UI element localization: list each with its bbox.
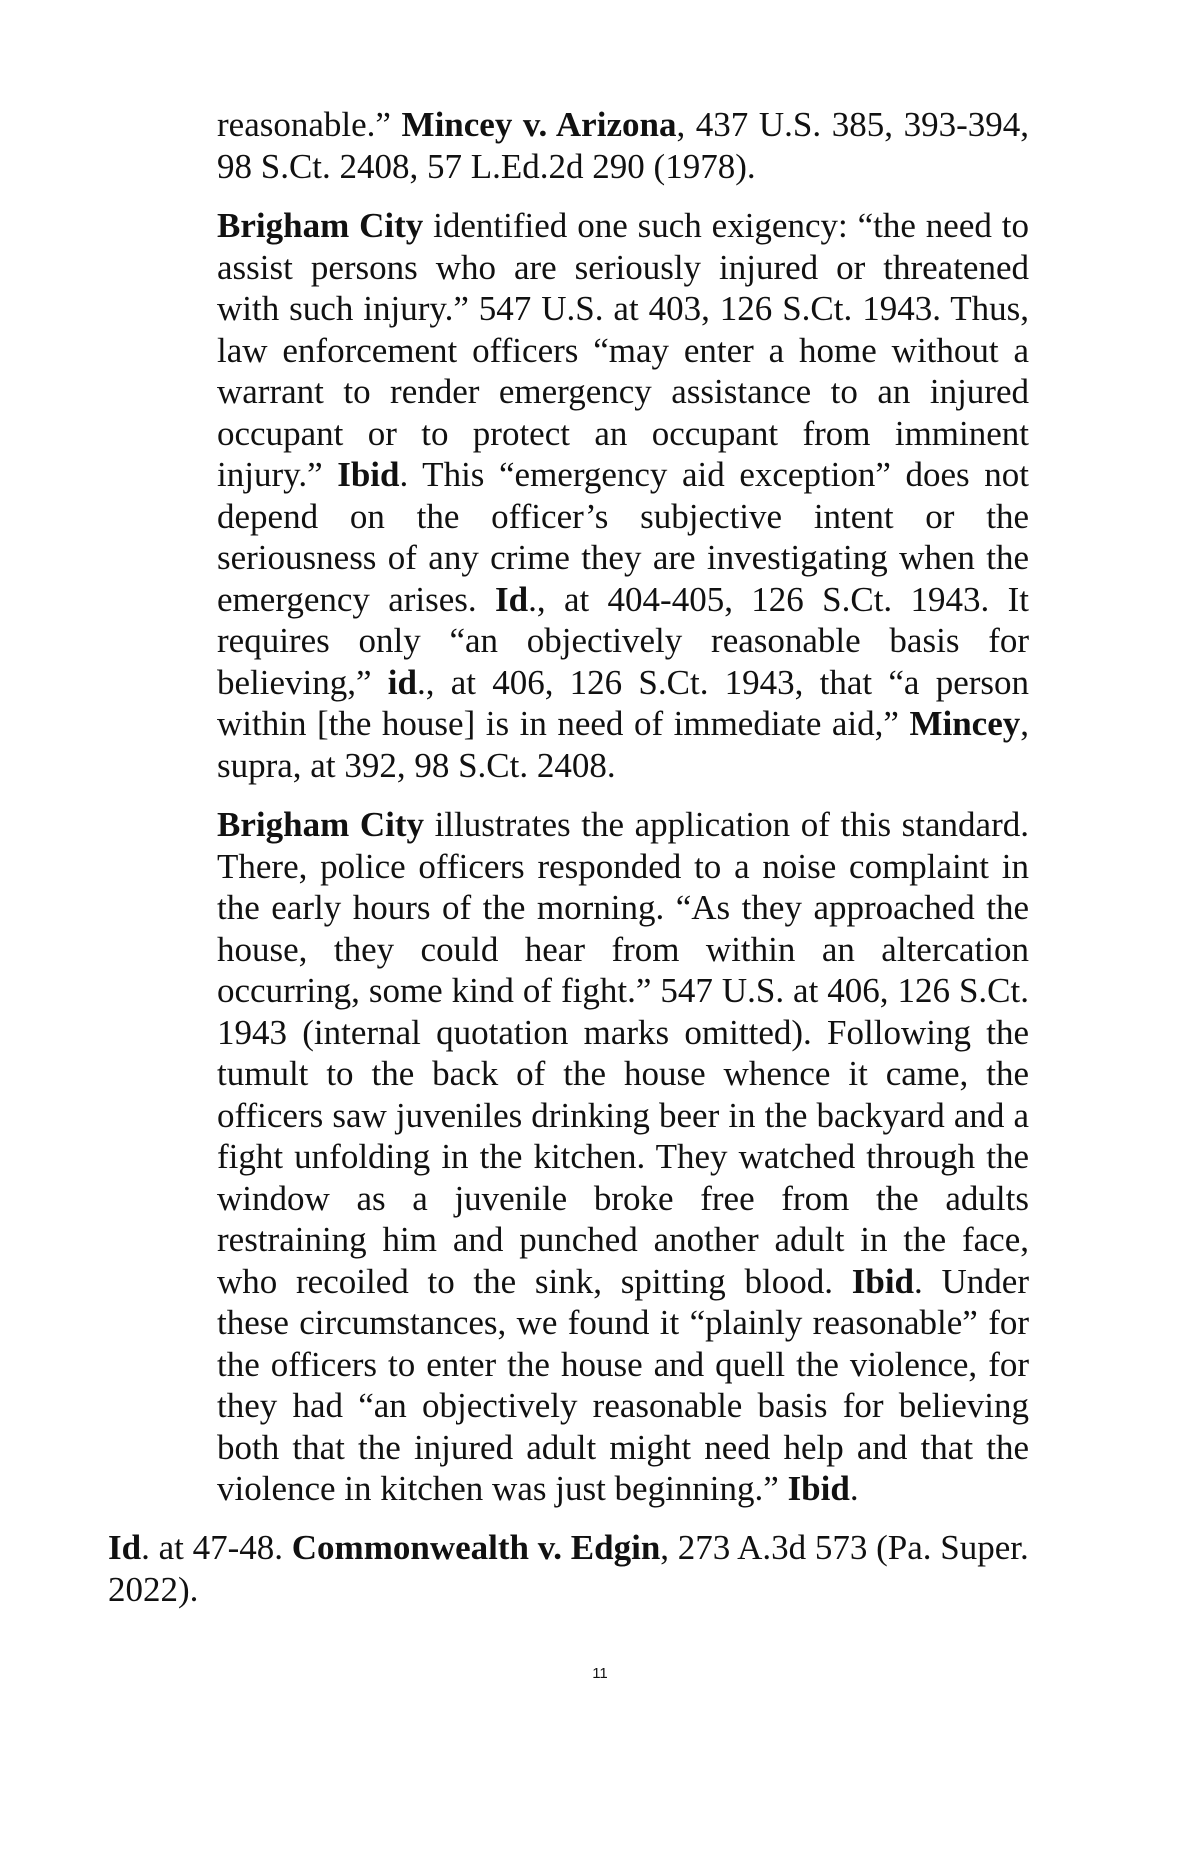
page-number: 11 — [592, 1665, 608, 1682]
case-name-bold: Mincey — [909, 704, 1021, 743]
text-run: ., at 404-405, 126 S.Ct. 1943. It requires only “an objectively reasonable basis for believing,” — [217, 579, 1029, 702]
text-run: illustrates the application of this standard. There, police officers responded to a noise complaint in the early hours of the morning. “As they approached the house, they could hear from within an altercation occurring, some kind of fight.” 547 U.S. at 406, 126 S.Ct. 1943 (internal quotation marks omitted). Following the tumult to the back of the house whence it came, the officers saw juveniles drinking beer in the backyard and a fight unfolding in the kitchen. They watched through the window as a juvenile broke free from the adults restraining him and punched another adult in the face, who recoiled to the sink, spitting blood. — [217, 805, 1029, 1301]
text-run: . at 47-48. — [141, 1528, 292, 1567]
text-run: , supra, at 392, 98 S.Ct. 2408. — [217, 704, 1029, 785]
case-name-bold: Brigham City — [217, 805, 424, 844]
case-name-bold: Commonwealth v. Edgin — [291, 1528, 661, 1567]
text-run: . This “emergency aid exception” does not depend on the officer’s subjective intent or the seriousness of any crime they are investigating when the emergency arises. — [217, 455, 1029, 619]
quote-paragraph-1 — [217, 104, 1029, 187]
case-name-bold: Brigham City — [217, 206, 424, 245]
quote-paragraph-2 — [217, 205, 1029, 786]
text-run: identified one such exigency: “the need to assist persons who are seriously injured or threatened with such injury.” 547 U.S. at 403, 126 S.Ct. 1943. Thus, law enforcement officers “may enter a home without a warrant to render emergency assistance to an injured occupant or to protect an occupant from imminent injury.” — [217, 206, 1029, 494]
source-citation — [108, 1527, 1108, 1611]
text-run: . — [849, 1469, 859, 1508]
citation-signal-bold: Id — [495, 579, 529, 619]
citation-signal-bold: Ibid — [851, 1261, 915, 1301]
text-run: , 437 U.S. 385, 393-394, 98 S.Ct. 2408, 57 L.Ed.2d 290 (1978). — [217, 105, 1029, 186]
citation-signal-bold: Ibid — [787, 1469, 850, 1508]
citation-signal-bold: id — [387, 662, 417, 702]
case-name-bold: Mincey v. Arizona — [401, 105, 677, 144]
citation-signal-bold: Ibid — [337, 455, 400, 494]
text-run: reasonable.” — [217, 105, 402, 144]
citation-signal-bold: Id — [108, 1528, 142, 1567]
text-run: , 273 A.3d 573 (Pa. Super. 2022). — [108, 1528, 1029, 1609]
text-run: . Under these circumstances, we found it “plainly reasonable” for the officers to enter the house and quell the violence, for they had “an objectively reasonable basis for believing both that the injured adult might need help and that the violence in kitchen was just beginning.” — [217, 1261, 1029, 1508]
text-run: ., at 406, 126 S.Ct. 1943, that “a person within [the house] is in need of immediate aid,” — [217, 662, 1029, 743]
block-quote — [217, 104, 1029, 1528]
quote-paragraph-3 — [217, 804, 1029, 1510]
